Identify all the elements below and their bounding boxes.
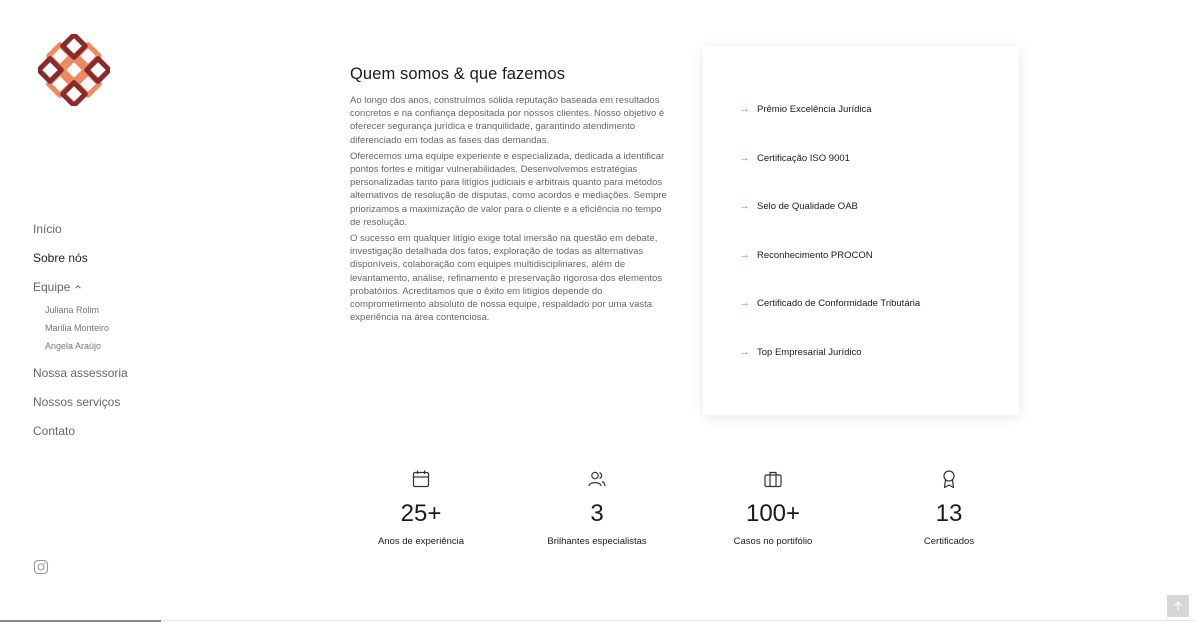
about-paragraph: Oferecemos uma equipe experiente e especializada, dedicada a identificar pontos fortes e mitigar vulnerabilidades. Desenvolvemos estratégias personalizadas tanto para litígios judiciais e arbitrais quanto para métodos alternativos de resolução de disputas, como acordos e mediações. Sempre priorizamos a maximização de valor para o cliente e a eficiência no tempo de resolução.: [350, 150, 667, 228]
stat-label: Certificados: [923, 536, 975, 547]
scroll-progress: [0, 620, 161, 622]
nav-member-marilia[interactable]: Marilia Monteiro: [45, 323, 110, 333]
footer-divider: [0, 620, 1196, 621]
arrow-up-icon: [1173, 601, 1183, 611]
scroll-top-button[interactable]: [1167, 595, 1189, 617]
award-label: Certificado de Conformidade Tributária: [757, 297, 921, 309]
nav-nossa-assessoria[interactable]: Nossa assessoria: [33, 366, 128, 380]
nav-equipe-label: Equipe: [33, 280, 71, 294]
award-item: [739, 249, 873, 261]
awards-card: [703, 46, 1019, 415]
briefcase-icon: [762, 468, 784, 490]
arrow-right-icon: →: [739, 249, 750, 261]
stat-specialists: [507, 468, 687, 547]
award-item: [739, 152, 850, 164]
stat-label: Brilhantes especialistas: [547, 536, 647, 547]
nav-equipe-submenu: [45, 304, 128, 352]
arrow-right-icon: →: [739, 103, 750, 115]
stat-certificates: [859, 468, 1039, 547]
award-label: Selo de Qualidade OAB: [757, 200, 858, 212]
about-title: Quem somos & que fazemos: [350, 65, 566, 83]
about-paragraph: Ao longo dos anos, construímos sólida reputação baseada em resultados concretos e na confiança depositada por nossos clientes. Nosso objetivo é oferecer segurança jurídica e tranquilidade, garantindo atendimento diferenciado em todas as fases das demandas.: [350, 95, 665, 146]
calendar-icon: [410, 468, 432, 490]
award-item: [739, 200, 858, 212]
stat-years: [331, 468, 511, 547]
about-section: [350, 65, 672, 327]
award-item: [739, 103, 872, 115]
nav-member-juliana[interactable]: Juliana Rolim: [45, 305, 100, 315]
stat-cases: [683, 468, 863, 547]
stat-value: 13: [935, 500, 963, 527]
award-label: Top Empresarial Jurídico: [757, 346, 862, 358]
award-icon: [938, 468, 960, 490]
stat-value: 3: [590, 500, 604, 527]
stat-value: 100+: [745, 500, 801, 527]
arrow-right-icon: →: [739, 297, 750, 309]
nav-nossos-servicos[interactable]: Nossos serviços: [33, 395, 121, 409]
arrow-right-icon: →: [739, 346, 750, 358]
nav-contato[interactable]: Contato: [33, 424, 76, 438]
stat-label: Casos no portifólio: [733, 536, 813, 547]
arrow-right-icon: →: [739, 200, 750, 212]
about-paragraph: O sucesso em qualquer litígio exige total imersão na questão em debate, investigação detalhada dos fatos, exploração de todas as alternativas disponíveis, colaboração com equipes multidisciplinares, além de levantamento, análise, refinamento e preservação rigorosa dos elementos probatórios. Acreditamos que o êxito em litígios depende do comprometimento absoluto de nossa equipe, respaldado por uma vasta experiência na área contenciosa.: [350, 233, 663, 324]
award-item: [739, 346, 862, 358]
nav-member-angela[interactable]: Angela Araújo: [45, 341, 102, 351]
award-item: [739, 297, 920, 309]
nav-inicio[interactable]: Início: [33, 222, 62, 236]
arrow-right-icon: →: [739, 152, 750, 164]
nav-sobre-nos[interactable]: Sobre nós: [33, 251, 88, 265]
sidebar-nav: [33, 222, 128, 453]
instagram-icon[interactable]: [33, 559, 49, 575]
users-icon: [586, 468, 608, 490]
award-label: Prêmio Excelência Jurídica: [757, 103, 872, 115]
award-label: Reconhecimento PROCON: [757, 249, 873, 261]
nav-equipe[interactable]: [33, 280, 128, 294]
stat-label: Anos de experiência: [377, 536, 465, 547]
chevron-up-icon: [74, 283, 82, 291]
logo[interactable]: [38, 34, 110, 106]
stat-value: 25+: [400, 500, 442, 527]
award-label: Certificação ISO 9001: [757, 152, 850, 164]
